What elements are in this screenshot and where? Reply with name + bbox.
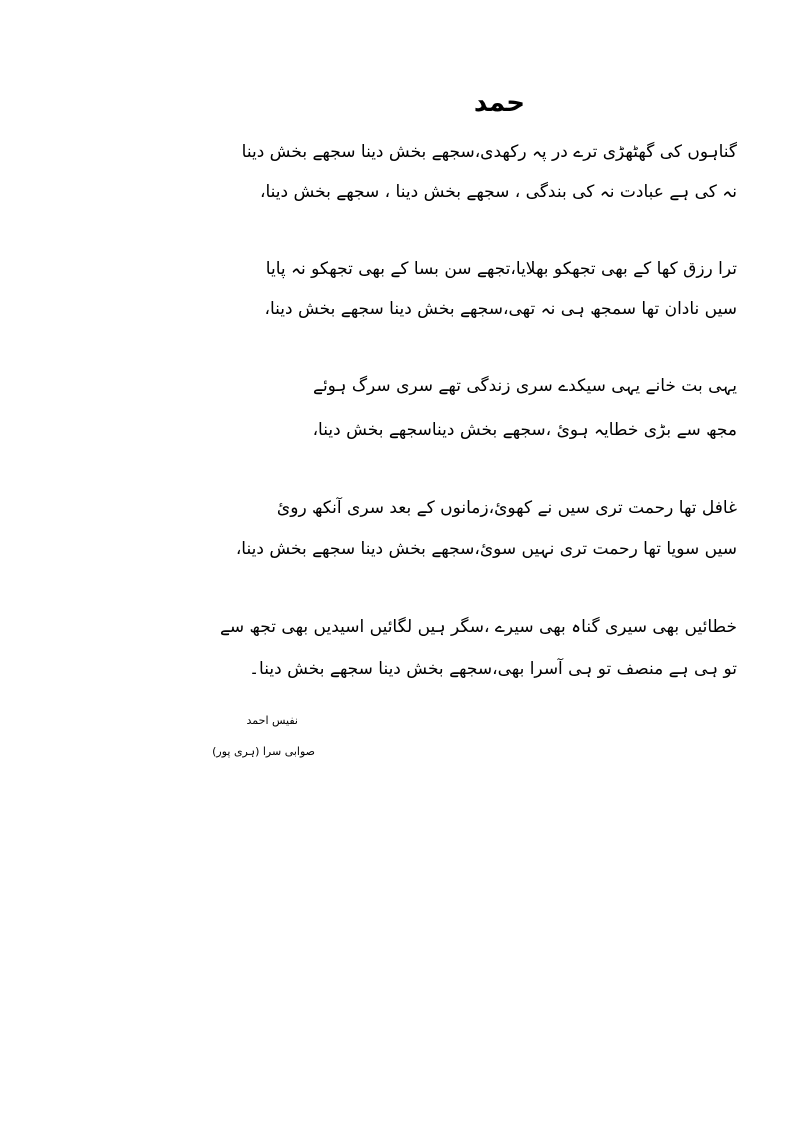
poem-line: خطائیں بھی سیری گناہ بھی سیرے ،سگر ہیں لگائیں اسیدیں بھی تجھ سے — [219, 617, 737, 637]
poem-line: سیں نادان تھا سمجھ ہی نہ تھی،سجھے بخش دینا سجھے بخش دینا، — [264, 299, 737, 319]
poem-line: نہ کی ہے عبادت نہ کی بندگی ، سجھے بخش دینا ، سجھے بخش دینا، — [259, 182, 737, 202]
poem-line: ترا رزق کھا کے بھی تجھکو بھلایا،تجھے سن بسا کے بھی تجھکو نہ پایا — [265, 259, 737, 279]
signature-place: صوابی سرا (ہری پور) — [212, 745, 315, 758]
poem-line: تو ہی ہے منصف تو ہی آسرا بھی،سجھے بخش دینا سجھے بخش دینا۔ — [249, 659, 737, 679]
poem-line: گناہوں کی گھٹھڑی ترے در پہ رکھدی،سجھے بخش دینا سجھے بخش دینا — [241, 142, 737, 162]
poem-line: غافل تھا رحمت تری سیں نے کھوئ،زمانوں کے بعد سری آنکھ روئ — [276, 498, 737, 518]
poem-line: مجھ سے بڑی خطایہ ہوئ ،سجھے بخش دیناسجھے بخش دینا، — [312, 420, 737, 440]
poem-line: سیں سویا تھا رحمت تری نہیں سوئ،سجھے بخش دینا سجھے بخش دینا، — [235, 539, 737, 559]
poem-line: یہی بت خانے یہی سیکدے سری زندگی تھے سری سرگ ہوئے — [312, 376, 737, 396]
page-title: حمد — [473, 88, 525, 118]
signature-name: نفیس احمد — [246, 714, 298, 727]
